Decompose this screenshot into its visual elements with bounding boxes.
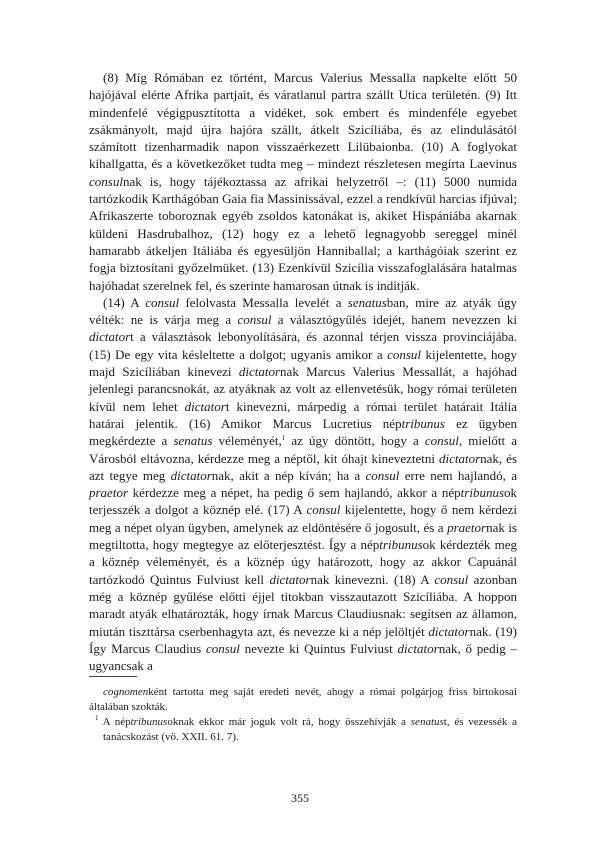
- text-run: felolvasta Messalla levelét a: [179, 294, 348, 310]
- text-run: erre nem hajlandó, a: [399, 467, 517, 483]
- text-run: ként tartotta meg saját eredeti nevét, ahogy a római polgárjog friss birtokosai általában szokták.: [89, 686, 517, 713]
- italic-term: consul: [205, 640, 240, 656]
- main-text: [89, 69, 517, 674]
- page-number: 355: [291, 791, 309, 805]
- text-run: a választógyűlés idejét, hanem nevezzen ki: [271, 312, 518, 328]
- italic-term: senatus: [347, 294, 387, 310]
- italic-term: dictator: [89, 329, 131, 345]
- footnote-1: [89, 715, 517, 745]
- text-run: t kinevezni, márpedig a római terület határait Itália határai jelentik. (16) Amikor Marcus Lucretius nép: [89, 398, 517, 431]
- italic-term: senatus: [173, 433, 213, 449]
- italic-term: tribunus: [379, 537, 423, 553]
- text-run: t a választások lebonyolítására, és azonnal térjen vissza provinciájába. (15) De egy vita késleltette a dolgot; ugyanis amikor a: [89, 329, 517, 362]
- text-run: oknak ekkor már joguk volt rá, hogy összehívják a: [167, 716, 411, 728]
- italic-term: dictator: [170, 467, 212, 483]
- text-run: azonban még a köznép gyűlése előtti éjjel titokban visszautazott Szicíliába. A hoppon maradt atyák elhatározták, hogy írnak Marcus Claudiusnak: segítsen az államon, miután tiszttársa cserbenhagyta azt, és nevezze ki a nép jelöltjét: [89, 571, 517, 639]
- italic-term: consul: [365, 467, 400, 483]
- italic-term: cognomen: [103, 686, 149, 698]
- text-run: kérdezze meg a népet, ha pedig ő sem hajlandó, akkor a nép: [128, 485, 461, 501]
- text-run: nak, akit a nép kíván; ha a: [211, 467, 366, 483]
- text-run: t, és vezessék a tanácskozást (vö. XXII. 61. 7).: [103, 716, 517, 743]
- footnote-separator: [89, 676, 137, 677]
- footnotes: [89, 685, 517, 745]
- italic-term: tribunus: [460, 485, 504, 501]
- text-run: nevezte ki Quintus Fulviust: [239, 640, 398, 656]
- text-run: nak, és azt tegye meg: [89, 450, 517, 483]
- text-run: (8) Míg Rómában ez történt, Marcus Valerius Messalla napkelte előtt 50 hajójával elérte Afrika partjait, és váratlanul partra szállt Utica területén. (9) Itt mindenfelé végigpusztította a vidéket, sok embert és mindenféle egyebet zsákmányolt, majd újra hajóra szállt, átkelt Szicíliába, és az elindulásától számított tizenharmadik napon visszaérkezett Lilübaionba. (10) A foglyokat kihallgatta, és a következőket tudta meg – mindezt részletesen megírta Laevinus: [89, 70, 517, 172]
- text-run: , mielőtt a Városból eltávozna, kérdezze meg a néptől, kit óhajt kineveztetni: [89, 433, 517, 466]
- footnote-continued: [89, 685, 517, 715]
- paragraph-2: [89, 294, 517, 675]
- italic-term: senatus: [410, 716, 444, 728]
- text-run: nak kinevezni. (18) A: [310, 571, 435, 587]
- text-run: A nép: [98, 716, 131, 728]
- italic-term: dictator: [269, 571, 311, 587]
- italic-term: consul: [145, 294, 180, 310]
- italic-term: dictator: [184, 398, 226, 414]
- italic-term: dictator: [438, 450, 481, 466]
- text-run: ban, mire az atyák úgy vélték: ne is várja meg a: [89, 294, 517, 328]
- italic-term: consul: [306, 502, 341, 518]
- text-run: ez ügyben megkérdezte a: [89, 415, 517, 449]
- italic-term: consul: [237, 312, 272, 328]
- text-run: (14) A: [103, 294, 146, 310]
- text-run: nak is megtiltotta, hogy megtegye az előterjesztést. Így a nép: [89, 519, 517, 553]
- italic-term: praetor: [447, 519, 487, 535]
- italic-term: dictator: [397, 640, 439, 656]
- italic-term: tribunus: [401, 415, 445, 431]
- text-run: ok terjesszék a dolgot a köznép elé. (17) A: [89, 485, 517, 518]
- footnote-marker: 1: [95, 714, 99, 722]
- italic-term: dictator: [238, 364, 281, 380]
- italic-term: praetor: [89, 485, 128, 501]
- text-run: az úgy döntött, hogy a: [285, 433, 425, 449]
- italic-term: tribunus: [130, 716, 168, 728]
- text-run: nak. (19) Így Marcus Claudius: [89, 623, 517, 656]
- text-run: nak is, hogy tájékoztassa az afrikai helyzetről –: (11) 5000 numida tartózkodik Karthágóban Gaia fia Massinissával, ezzel a rendkívül harcias ifjúval; Afrikaszerte toboroznak egyéb zsoldos katonákat is, akiket Hispániába akarnak küldeni Hasdrubalhoz, (12) hogy ez a lehető legnagyobb sereggel minél hamarabb átkeljen Itáliába és egyesüljön Hanniballal; a karthágóiak szerint ez fogja biztosítani győzelmüket. (13) Ezenkívül Szicília visszafoglalására hatalmas hajóhadat szerelnek fel, és szerinte hamarosan útnak is indítják.: [89, 173, 517, 293]
- italic-term: consul: [434, 571, 469, 587]
- text-run: véleményét,: [212, 433, 282, 449]
- text-run: nak Marcus Valerius Messallát, a hajóhad jelenlegi parancsnokát, az atyáknak az volt az ellenvetésük, hogy római területen kívül nem lehet: [89, 364, 517, 414]
- text-run: nak, ő pedig – ugyancsak a: [89, 640, 517, 674]
- italic-term: consul: [387, 346, 422, 362]
- italic-term: dictator: [428, 623, 470, 639]
- italic-term: consul: [424, 433, 459, 449]
- text-run: ok kérdezték meg a köznép véleményét, és a köznép úgy határozott, hogy az akkor Capuánál tartózkodó Quintus Fulviust kell: [89, 537, 518, 587]
- italic-term: consul: [89, 173, 123, 189]
- text-run: kijelentette, hogy ő nem kérdezi meg a népet olyan ügyben, amelynek az eldöntésére ő jogosult, és a: [89, 502, 517, 535]
- text-run: kijelentette, hogy majd Szicíliában kinevezi: [89, 346, 517, 380]
- paragraph-1: [89, 69, 517, 294]
- footnote-marker: 1: [281, 434, 286, 443]
